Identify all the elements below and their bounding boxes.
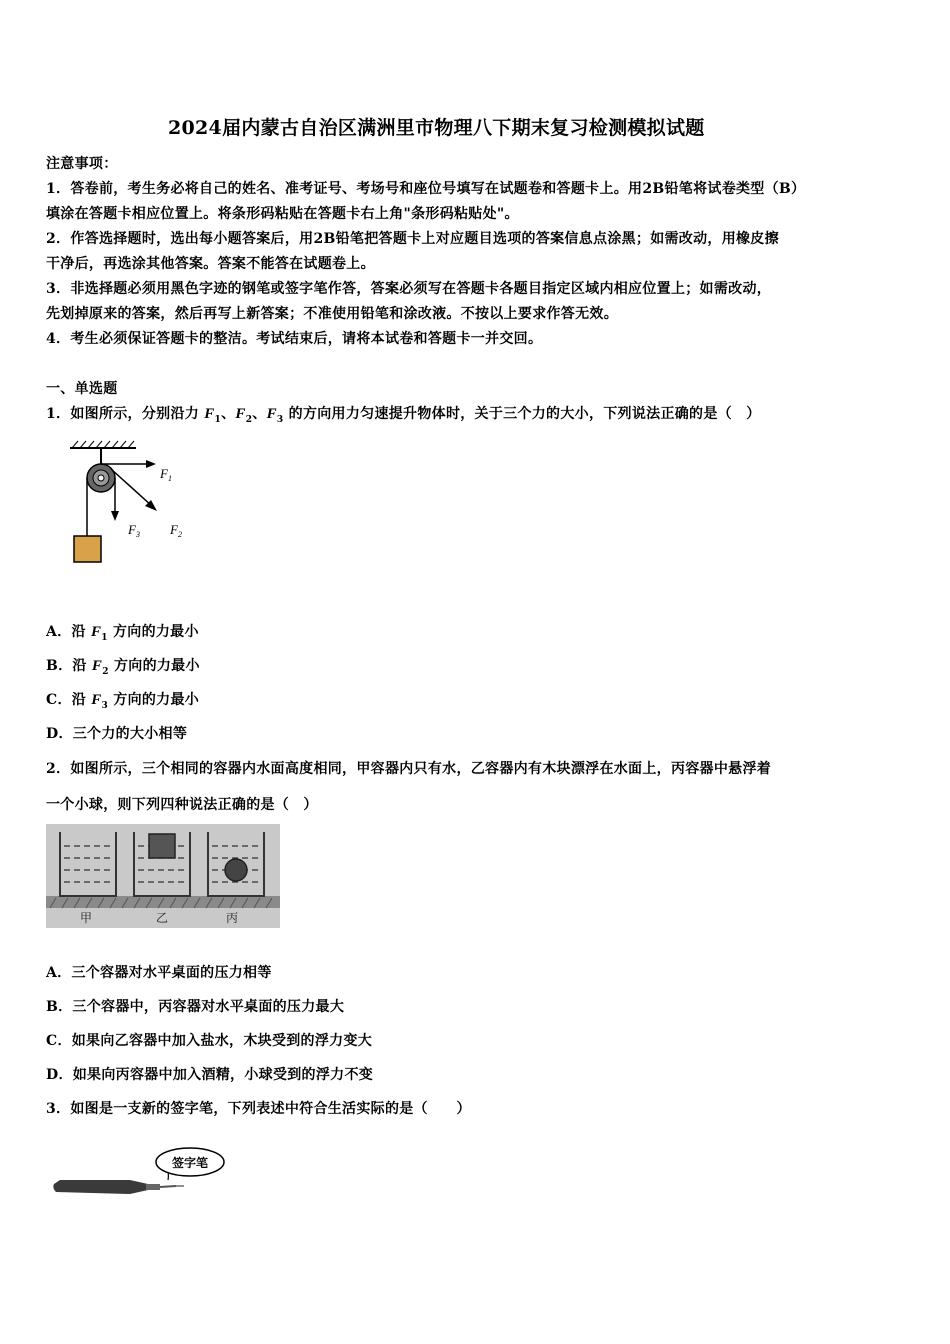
pen-figure <box>50 1142 240 1208</box>
f1-label: $F_1$ <box>160 466 172 483</box>
page-title: 2024届内蒙古自治区满洲里市物理八下期末复习检测模拟试题 <box>168 117 705 139</box>
f2-label: $F_2$ <box>170 522 182 539</box>
question-2-stem-line2: 一个小球，则下列四种说法正确的是（ ） <box>46 797 318 813</box>
question-3-stem: 3．如图是一支新的签字笔，下列表述中符合生活实际的是（ ） <box>46 1101 471 1117</box>
pen-label: 签字笔 <box>171 1156 209 1170</box>
q1-option-b: B．沿 $F_2$ 方向的力最小 <box>46 658 200 677</box>
q2-option-b: B．三个容器中，丙容器对水平桌面的压力最大 <box>46 999 345 1015</box>
notice-line: 填涂在答题卡相应位置上。将条形码粘贴在答题卡右上角"条形码粘贴处"。 <box>46 206 519 222</box>
q1-option-d: D．三个力的大小相等 <box>46 726 188 742</box>
containers-figure <box>46 824 280 928</box>
q1-option-c: C．沿 $F_3$ 方向的力最小 <box>46 692 200 711</box>
container-label-jia: 甲 <box>80 911 93 925</box>
notice-line: 干净后，再选涂其他答案。答案不能答在试题卷上。 <box>46 256 375 272</box>
container-label-yi: 乙 <box>156 911 169 925</box>
notice-line: 2．作答选择题时，选出每小题答案后，用2B铅笔把答题卡上对应题目选项的答案信息点涂黑；如需改动，用橡皮擦 <box>46 231 779 247</box>
notice-line: 先划掉原来的答案，然后再写上新答案；不准使用铅笔和涂改液。不按以上要求作答无效。 <box>46 306 618 322</box>
q2-option-d: D．如果向丙容器中加入酒精，小球受到的浮力不变 <box>46 1067 374 1083</box>
q1-option-a: A．沿 $F_1$ 方向的力最小 <box>46 624 199 643</box>
notice-line: 4．考生必须保证答题卡的整洁。考试结束后，请将本试卷和答题卡一并交回。 <box>46 331 543 347</box>
pulley-figure <box>66 438 196 568</box>
q2-option-a: A．三个容器对水平桌面的压力相等 <box>46 965 272 981</box>
section-heading: 一、单选题 <box>46 381 118 397</box>
question-2-stem-line1: 2．如图所示，三个相同的容器内水面高度相同，甲容器内只有水，乙容器内有木块漂浮在水面上，丙容器中悬浮着 <box>46 761 772 777</box>
notice-line: 1．答卷前，考生务必将自己的姓名、准考证号、考场号和座位号填写在试题卷和答题卡上。用2B铅笔将试卷类型（B） <box>46 181 806 197</box>
notice-line: 3．非选择题必须用黑色字迹的钢笔或签字笔作答，答案必须写在答题卡各题目指定区域内相应位置上；如需改动， <box>46 281 772 297</box>
container-label-bing: 丙 <box>226 911 239 925</box>
f3-label: $F_3$ <box>128 522 140 539</box>
question-1-stem: 1．如图所示，分别沿力 $F_1$、$F_2$、$F_3$ 的方向用力匀速提升物体时，关于三个力的大小，下列说法正确的是（ ） <box>46 406 761 425</box>
notice-heading: 注意事项： <box>46 156 118 172</box>
q2-option-c: C．如果向乙容器中加入盐水，木块受到的浮力变大 <box>46 1033 373 1049</box>
